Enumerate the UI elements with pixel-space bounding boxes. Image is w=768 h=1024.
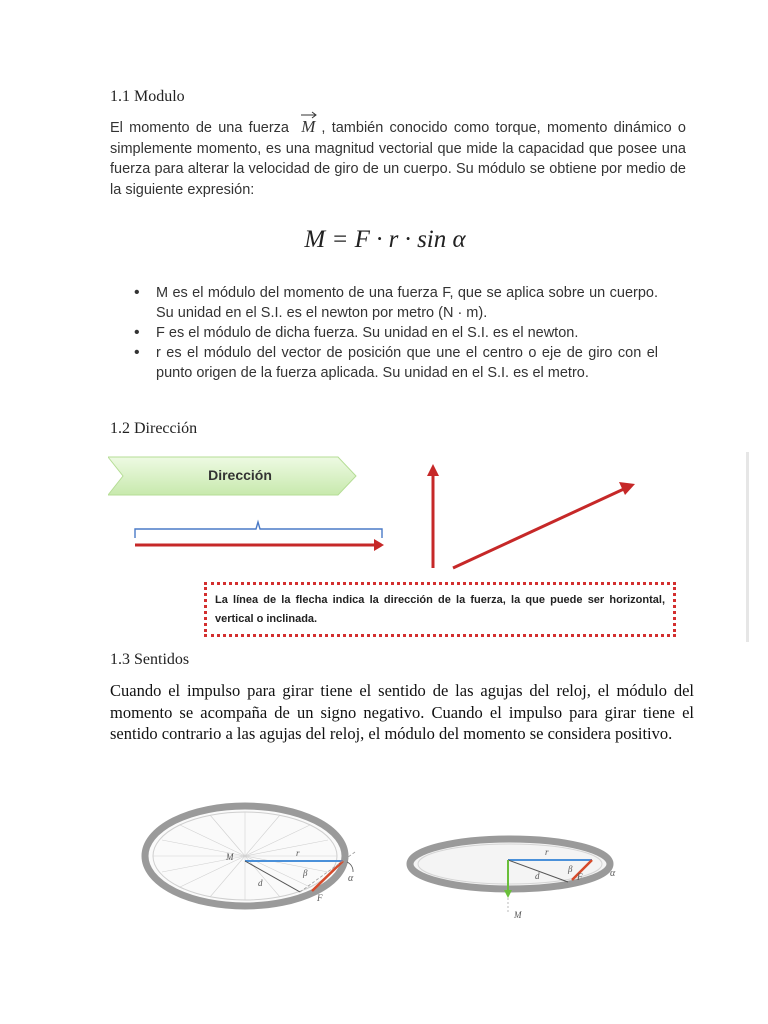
section-1-heading: 1.1 Modulo: [110, 88, 185, 105]
wheel-right: [410, 839, 616, 920]
label-alpha: α: [610, 868, 616, 879]
definitions-list: [156, 283, 658, 383]
label-M: M: [514, 910, 522, 920]
label-r: r: [545, 847, 549, 857]
list-item: • r es el módulo del vector de posición que une el centro o eje de giro con el punto origen de la fuerza aplicada. Su unidad en el S.I. es el metro.: [156, 343, 658, 383]
direction-banner-label: Dirección: [208, 467, 272, 483]
vector-arrow-icon: [300, 111, 318, 119]
direction-note-box: La línea de la flecha indica la dirección de la fuerza, la que puede ser horizontal, vertical o inclinada.: [204, 582, 676, 637]
wheel-left: [145, 806, 355, 906]
label-beta: β: [568, 864, 573, 874]
vertical-arrowhead: [427, 464, 439, 476]
horizontal-arrowhead: [374, 539, 384, 551]
section-3-heading: 1.3 Sentidos: [110, 651, 190, 668]
label-F: F: [577, 872, 583, 882]
section-2-heading: 1.2 Dirección: [110, 420, 198, 437]
label-alpha: α: [348, 873, 354, 884]
section-1-paragraph: [110, 117, 686, 200]
vector-m-symbol: M: [295, 117, 321, 138]
list-item: • M es el módulo del momento de una fuerza F, que se aplica sobre un cuerpo. Su unidad en el S.I. es el newton por metro (N · m).: [156, 283, 658, 323]
brace: [135, 522, 382, 538]
paragraph-rest: , también conocido como torque, momento dinámico o simplemente momento, es una magnitud vectorial que mide la capacidad que posee una fuerza para alterar la velocidad de giro de un cuerpo. Su módulo se obtiene por medio de la siguiente expresión:: [110, 120, 686, 198]
direction-diagram: [108, 452, 648, 582]
label-d: d: [258, 878, 263, 888]
wheel-diagrams: [140, 800, 640, 940]
moment-formula: M = F · r · sin α: [304, 226, 466, 253]
paragraph-start: El momento de una fuerza: [110, 120, 289, 136]
label-d: d: [535, 871, 540, 881]
label-M: M: [226, 852, 234, 862]
section-3-paragraph: Cuando el impulso para girar tiene el sentido de las agujas del reloj, el módulo del momento se acompaña de un signo negativo. Cuando el impulso para girar tiene el sentido contrario a las agujas del reloj, el módulo del momento se considera positivo.: [110, 681, 694, 743]
label-beta: β: [303, 868, 308, 878]
label-F: F: [317, 893, 323, 903]
list-item: • F es el módulo de dicha fuerza. Su unidad en el S.I. es el newton.: [156, 323, 658, 343]
label-r: r: [296, 848, 300, 858]
inclined-arrow: [453, 488, 626, 568]
page-edge-divider: [746, 452, 749, 642]
